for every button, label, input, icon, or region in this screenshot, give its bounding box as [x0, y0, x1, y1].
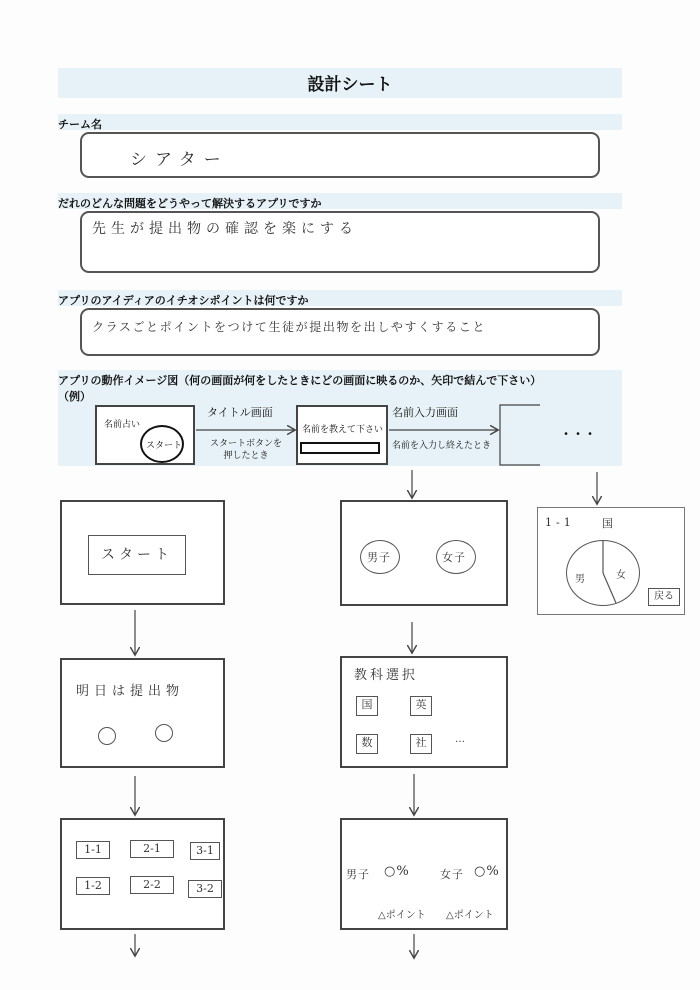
example-title-caption: タイトル画面: [207, 406, 273, 419]
team-answer: シアター: [130, 150, 229, 170]
subject-more: …: [455, 734, 469, 745]
team-label: チーム名: [58, 118, 102, 131]
result-male: 男: [575, 574, 589, 585]
point-answer: クラスごとポイントをつけて生徒が提出物を出しやすくすること: [92, 320, 487, 334]
class-3-2[interactable]: 3-2: [188, 880, 222, 898]
example-label: （例）: [58, 390, 91, 403]
ratio-point-1: △ポイント: [378, 910, 426, 921]
class-1-1[interactable]: 1-1: [76, 841, 110, 859]
point-label: アプリのアイディアのイチオシポイントは何ですか: [58, 294, 309, 307]
ratio-male-label: 男子: [346, 868, 370, 881]
male-option-label: 男子: [367, 551, 391, 564]
ratio-female-pct: ○%: [474, 864, 500, 879]
female-option-label: 女子: [442, 551, 466, 564]
result-subject: 国: [602, 517, 617, 530]
class-2-2[interactable]: 2-2: [130, 876, 174, 894]
result-class: 1-1: [545, 516, 575, 529]
example-next-screen: [500, 405, 540, 465]
example-title-text: 名前占い: [104, 420, 141, 430]
example-action-1: スタートボタンを押したとき: [209, 439, 282, 461]
back-button[interactable]: 戻る: [648, 588, 680, 606]
ratio-male-pct: ○%: [384, 864, 410, 879]
problem-answer: 先生が提出物の確認を楽にする: [92, 221, 358, 237]
due-title: 明日は提出物: [76, 684, 185, 699]
page-title: 設計シート: [307, 75, 393, 95]
subject-japanese[interactable]: 国: [356, 696, 378, 716]
screen-start-button[interactable]: スタート: [88, 535, 186, 575]
subject-social[interactable]: 社: [410, 734, 432, 754]
class-2-1[interactable]: 2-1: [130, 840, 174, 858]
class-1-2[interactable]: 1-2: [76, 877, 110, 895]
problem-label: だれのどんな問題をどうやって解決するアプリですか: [58, 197, 322, 210]
subject-english[interactable]: 英: [410, 696, 432, 716]
example-more: ・・・: [560, 427, 597, 441]
example-action-2: 名前を入力し終えたとき: [392, 441, 492, 451]
ratio-female-label: 女子: [440, 868, 464, 881]
class-3-1[interactable]: 3-1: [190, 842, 220, 860]
pie-divider-2: [603, 573, 616, 603]
example-input-caption: 名前入力画面: [392, 406, 458, 419]
result-female: 女: [616, 570, 630, 581]
subject-title: 教科選択: [354, 668, 419, 683]
ratio-point-2: △ポイント: [446, 910, 494, 921]
subject-math[interactable]: 数: [356, 734, 378, 754]
example-input-prompt: 名前を教えて下さい: [302, 425, 384, 435]
example-start-label: スタート: [146, 441, 183, 451]
flow-label: アプリの動作イメージ図（何の画面が何をしたときにどの画面に映るのか、矢印で結んで下さい）: [58, 374, 542, 387]
